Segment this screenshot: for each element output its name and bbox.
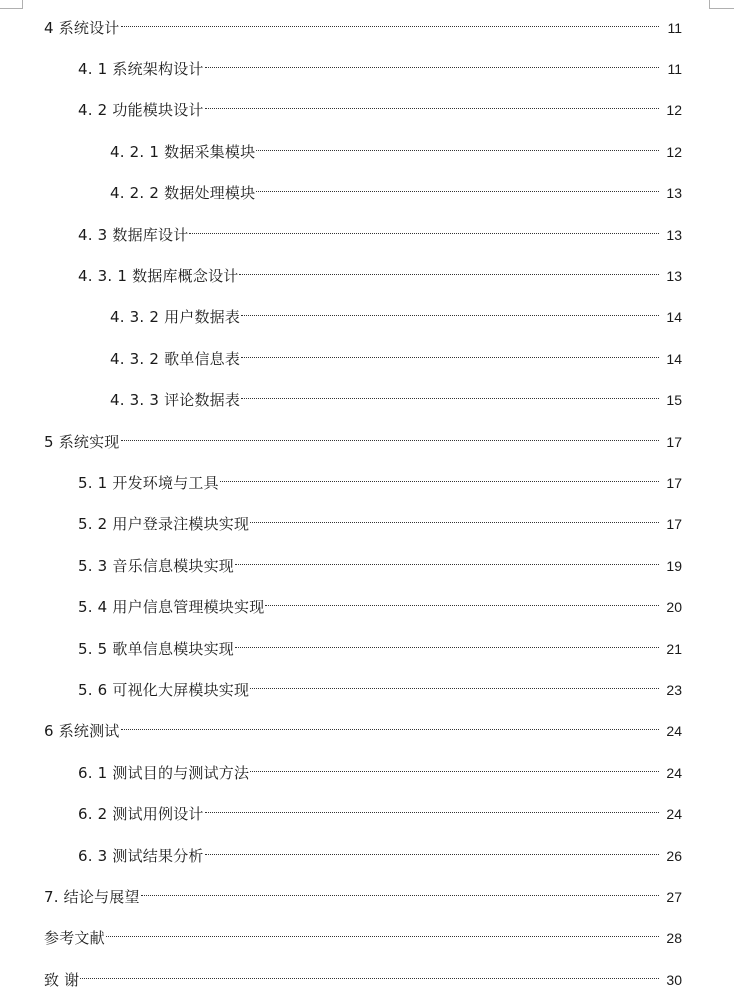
toc-page-number: 24 [666,765,682,781]
toc-entry-level3[interactable] [110,340,682,368]
toc-entry-title: 7. 结论与展望 [44,888,140,906]
toc-entry-level2[interactable] [78,837,682,865]
toc-page-number: 13 [666,268,682,284]
toc-page-number: 12 [666,144,682,160]
toc-entry-title: 4. 3. 3 评论数据表 [110,391,241,409]
toc-page-number: 14 [666,351,682,367]
toc-page-number: 28 [666,930,682,946]
toc-page-number: 13 [666,227,682,243]
toc-entry-title: 5. 3 音乐信息模块实现 [78,557,234,575]
toc-dot-leader [121,9,659,33]
toc-entry-title: 5. 6 可视化大屏模块实现 [78,681,250,699]
toc-entry-title: 6. 2 测试用例设计 [78,805,204,823]
margin-corner-mark-right [709,0,734,9]
toc-entry-title: 4. 1 系统架构设计 [78,60,204,78]
toc-entry-level1[interactable] [44,712,682,740]
toc-entry-title: 致 谢 [44,971,80,989]
toc-page-number: 19 [666,558,682,574]
toc-dot-leader [106,919,659,943]
toc-dot-leader [80,961,659,985]
toc-page-number: 17 [666,516,682,532]
toc-entry-title: 4. 2. 2 数据处理模块 [110,184,256,202]
toc-dot-leader [121,423,659,447]
toc-dot-leader [250,505,659,529]
toc-entry-title: 5 系统实现 [44,433,120,451]
toc-page-number: 24 [666,723,682,739]
toc-entry-level3[interactable] [110,298,682,326]
toc-entry-level2[interactable] [78,630,682,658]
toc-page-number: 11 [667,20,682,36]
toc-entry-level1[interactable] [44,878,682,906]
margin-corner-mark-left [0,0,23,9]
toc-dot-leader [256,174,659,198]
toc-dot-leader [239,257,659,281]
toc-entry-title: 6. 3 测试结果分析 [78,847,204,865]
toc-entry-level2[interactable] [78,671,682,699]
toc-dot-leader [235,630,659,654]
toc-dot-leader [256,133,659,157]
toc-entry-title: 4. 3 数据库设计 [78,226,189,244]
toc-dot-leader [235,547,659,571]
toc-entry-level2[interactable] [78,50,682,78]
toc-entry-level2[interactable] [78,505,682,533]
toc-dot-leader [241,298,659,322]
toc-entry-title: 5. 5 歌单信息模块实现 [78,640,234,658]
toc-entry-level1[interactable] [44,961,682,989]
toc-entry-level3[interactable] [110,133,682,161]
toc-page-number: 27 [666,889,682,905]
toc-page-number: 13 [666,185,682,201]
toc-entry-level1[interactable] [44,919,682,947]
toc-entry-level2[interactable] [78,547,682,575]
toc-entry-level1[interactable] [44,9,682,37]
toc-dot-leader [241,340,659,364]
toc-dot-leader [241,381,659,405]
toc-page-number: 11 [667,61,682,77]
toc-entry-title: 4 系统设计 [44,19,120,37]
toc-page-number: 30 [666,972,682,988]
toc-page-number: 12 [666,102,682,118]
toc-entry-title: 4. 3. 2 歌单信息表 [110,350,241,368]
toc-entry-title: 5. 2 用户登录注模块实现 [78,515,250,533]
toc-page-number: 20 [666,599,682,615]
toc-entry-title: 4. 3. 2 用户数据表 [110,308,241,326]
toc-dot-leader [141,878,659,902]
toc-entry-level2[interactable] [78,257,682,285]
toc-entry-title: 参考文献 [44,929,105,947]
toc-entry-level2[interactable] [78,588,682,616]
toc-page-number: 17 [666,434,682,450]
toc-entry-level2[interactable] [78,91,682,119]
toc-entry-level1[interactable] [44,423,682,451]
toc-dot-leader [250,754,659,778]
toc-entry-title: 5. 1 开发环境与工具 [78,474,219,492]
toc-entry-level2[interactable] [78,754,682,782]
toc-dot-leader [205,50,659,74]
toc-entry-level3[interactable] [110,174,682,202]
toc-dot-leader [205,795,659,819]
toc-page-number: 14 [666,309,682,325]
toc-entry-title: 6 系统测试 [44,722,120,740]
toc-page-number: 17 [666,475,682,491]
toc-dot-leader [250,671,659,695]
toc-page-number: 24 [666,806,682,822]
toc-entry-title: 5. 4 用户信息管理模块实现 [78,598,265,616]
toc-entry-title: 6. 1 测试目的与测试方法 [78,764,250,782]
toc-dot-leader [205,837,659,861]
toc-dot-leader [121,712,659,736]
toc-entry-title: 4. 3. 1 数据库概念设计 [78,267,239,285]
toc-page-number: 21 [666,641,682,657]
toc-entry-level2[interactable] [78,216,682,244]
toc-entry-level2[interactable] [78,464,682,492]
toc-entry-title: 4. 2 功能模块设计 [78,101,204,119]
toc-entry-level3[interactable] [110,381,682,409]
toc-entry-title: 4. 2. 1 数据采集模块 [110,143,256,161]
toc-entry-level2[interactable] [78,795,682,823]
toc-dot-leader [220,464,659,488]
toc-page-number: 23 [666,682,682,698]
toc-page-number: 15 [666,392,682,408]
toc-dot-leader [205,91,659,115]
toc-dot-leader [189,216,659,240]
toc-dot-leader [265,588,659,612]
toc-page-number: 26 [666,848,682,864]
